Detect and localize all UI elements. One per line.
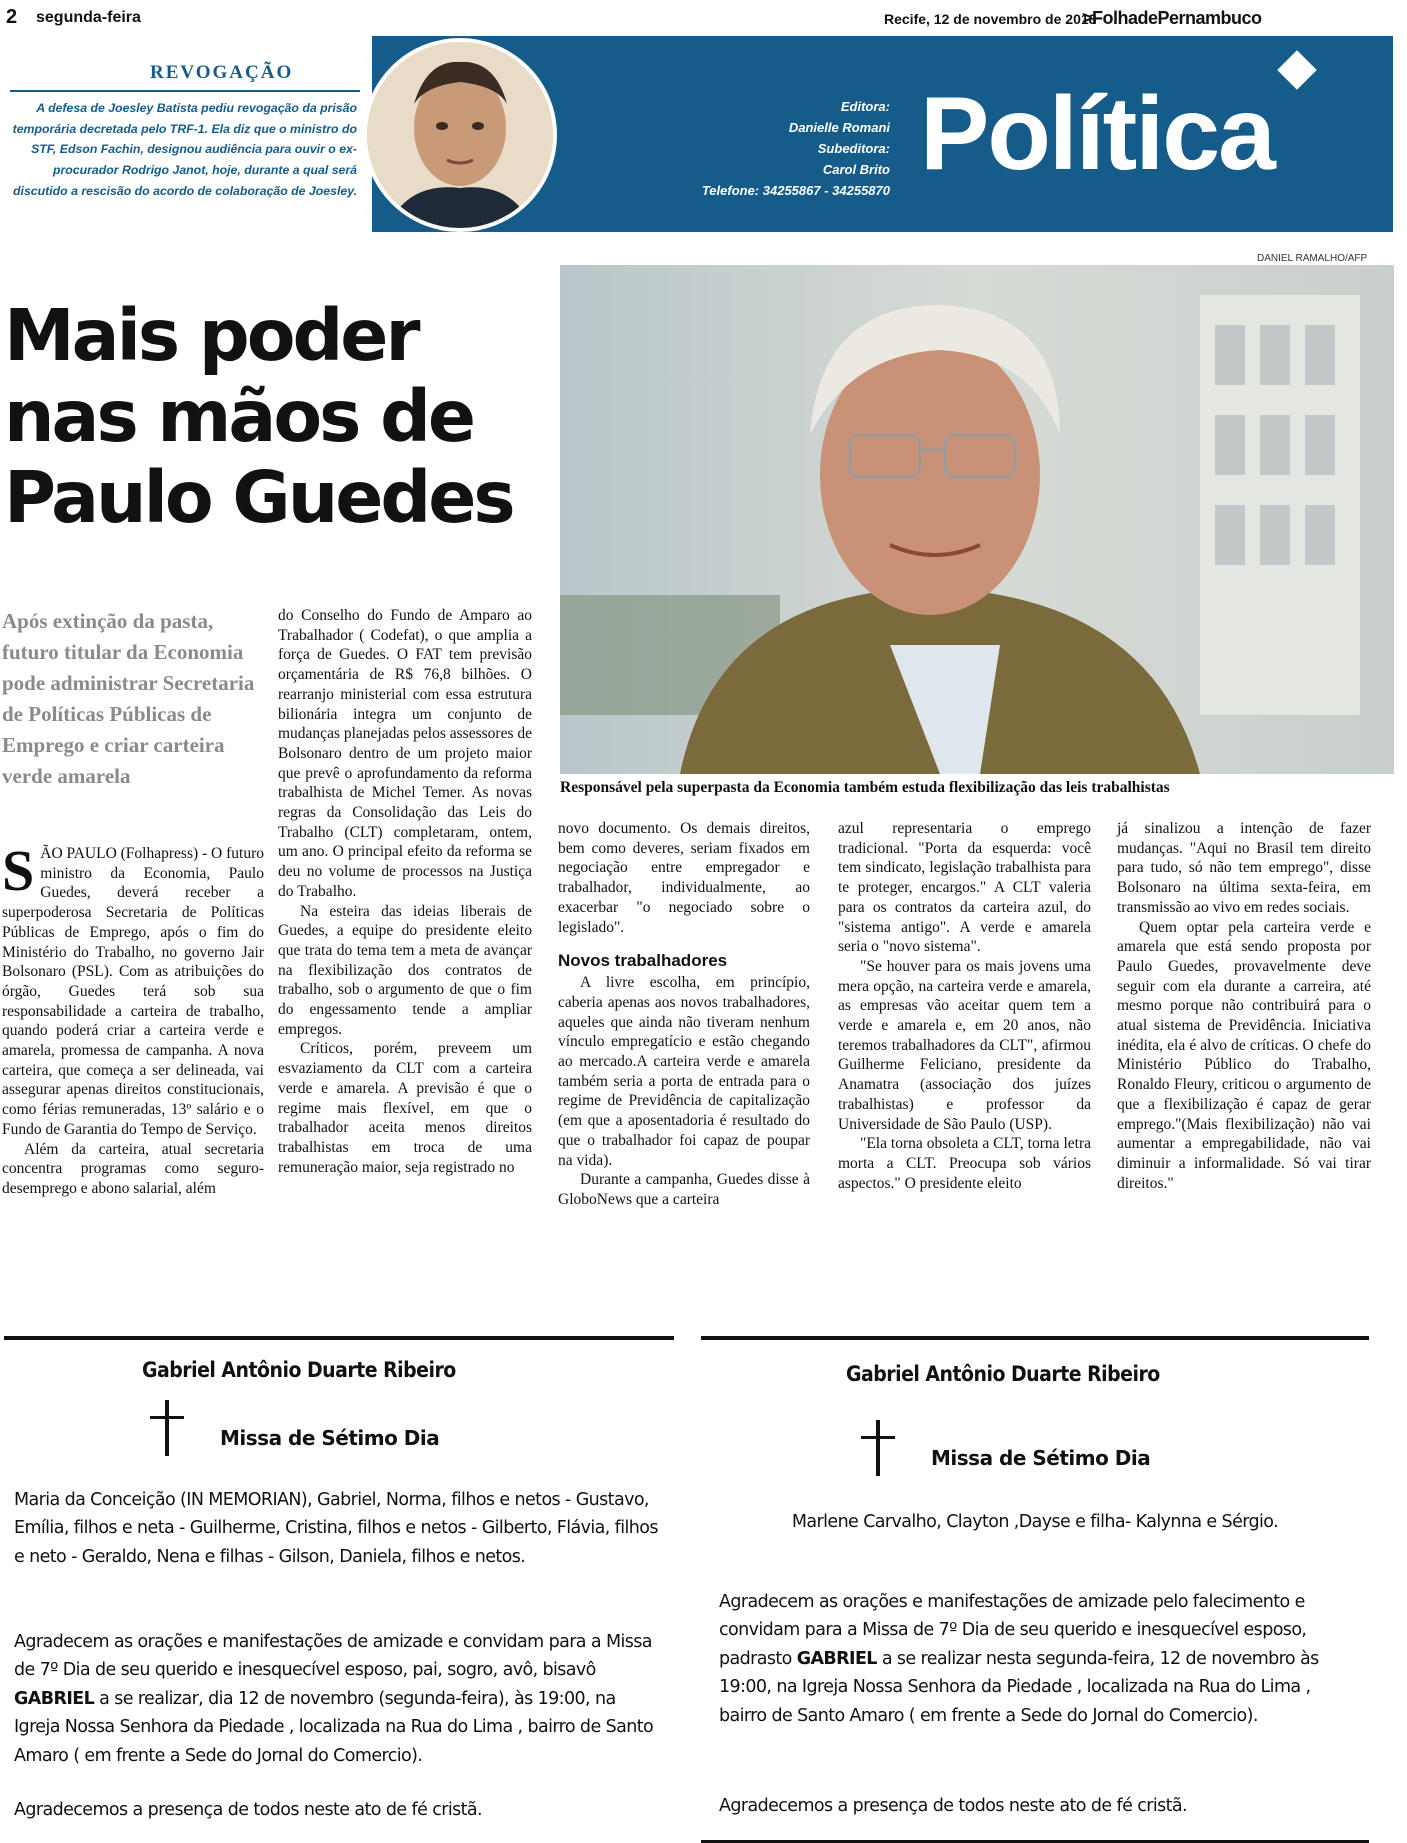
paragraph: novo documento. Os demais direitos, bem como deveres, seriam fixados em negociação entre empregador e trabalhador, individualmente, ao exacerbar "o negociado sobre o legislado".	[558, 820, 810, 936]
obituary-name: Gabriel Antônio Duarte Ribeiro	[142, 1358, 456, 1382]
paragraph	[2, 838, 264, 1140]
obituary-invitation	[719, 1588, 1359, 1730]
paragraph-text: ÃO PAULO (Folhapress) - O futuro ministro da Economia, Paulo Guedes, deverá receber a superpoderosa Secretaria de Políticas Públicas de Emprego, após o fim do Ministério do Trabalho, no governo Jair Bolsonaro (PSL). Com as atribuições do órgão, Guedes terá sob sua responsabilidade a carteira de trabalho, quando poderá criar a carteira verde e amarela, promessa de campanha. A nova carteira, que começa a ser delineada, vai assegurar apenas direitos constitucionais, como férias remuneradas, 13º salário e o Fundo de Garantia do Tempo de Serviço.	[2, 845, 264, 1138]
revogacao-title: REVOGAÇÃO	[150, 62, 294, 83]
subhead: Novos trabalhadores	[558, 951, 728, 971]
phone-label: Telefone:	[701, 183, 760, 198]
paulo-guedes-photo	[560, 265, 1394, 774]
paragraph: do Conselho do Fundo de Amparo ao Trabalhador ( Codefat), o que amplia a força de Guedes. O FAT tem previsão orçamentária de R$ 76,8 bilhões. O rearranjo ministerial com essa estrutura bilionária integra um conjunto de mudanças planejadas pelos assessores de Bolsonaro dentro de um projeto maior que prevê o aprofundamento da reforma trabalhista de Michel Temer. As novas regras da Consolidação das Leis do Trabalho (CLT) completaram, ontem, um ano. O principal efeito da reforma se deu no volume de processos na Justiça do Trabalho.	[278, 607, 532, 900]
deceased-name: GABRIEL	[796, 1648, 877, 1669]
photo-credit: DANIEL RAMALHO/AFP	[1257, 253, 1368, 264]
invitation-text: Agradecem as orações e manifestações de amizade pelo falecimento e convidam para a Missa de 7º Dia de seu querido e inesquecível esposo, padrasto	[719, 1592, 1307, 1669]
drop-cap: S	[2, 838, 35, 903]
staff-box	[640, 96, 890, 201]
obituary-family: Marlene Carvalho, Clayton ,Dayse e filha- Kalynna e Sérgio.	[791, 1512, 1279, 1532]
paragraph: Durante a campanha, Guedes disse à GloboNews que a carteira	[558, 1171, 810, 1208]
paragraph: "Se houver para os mais jovens uma mera opção, na carteira verde e amarela, as empresas vão aceitar quem tem a verde e amarela e, em 20 anos, não teremos trabalhadores da CLT", afirmou Guilherme Feliciano, presidente da Anamatra (associação dos juízes trabalhistas) e professor da Universidade de São Paulo (USP).	[838, 957, 1091, 1133]
obituary-mass-title: Missa de Sétimo Dia	[931, 1446, 1151, 1470]
article-column-4	[838, 819, 1091, 1193]
paragraph: Críticos, porém, preveem um esvaziamento da CLT com a carteira verde e amarela. A previsão é que o regime mais flexível, em que o trabalhador aceita menos direitos trabalhistas em troca de uma remuneração maior, seja registrado no	[278, 1040, 532, 1176]
paragraph: Quem optar pela carteira verde e amarela que está sendo proposta por Paulo Guedes, provavelmente deve seguir com ela durante a carreira, até mesmo porque não contribuirá para o atual sistema de Previdência. Iniciativa inédita, ela é alvo de críticas. O chefe do Ministério Público do Trabalho, Ronaldo Fleury, criticou o argumento de que a flexibilização é capaz de gerar emprego."(Mais flexibilização) não vai aumentar a empregabilidade, não vai diminuir a informalidade. Só vai tirar direitos."	[1117, 918, 1371, 1192]
revogacao-rule	[10, 90, 360, 92]
subeditor-name: Carol Brito	[822, 162, 890, 177]
obituary-notice	[4, 1336, 674, 1840]
headline: Mais poder nas mãos de Paulo Guedes	[4, 294, 513, 539]
invitation-text: Agradecem as orações e manifestações de amizade e convidam para a Missa de 7º Dia de seu querido e inesquecível esposo, pai, sogro, avô, bisavô	[14, 1632, 652, 1681]
newspaper-brand: >FolhadePernambuco	[1082, 8, 1262, 28]
dek: Após extinção da pasta, futuro titular da Economia pode administrar Secretaria de Políticas Públicas de Emprego e criar carteira verde amarela	[2, 609, 255, 788]
editor-name: Danielle Romani	[788, 120, 890, 135]
editor-label: Editora:	[840, 99, 890, 114]
diamond-ornament	[1277, 50, 1317, 90]
section-title: Política	[920, 76, 1274, 192]
obituary-mass-title: Missa de Sétimo Dia	[220, 1426, 440, 1450]
article-column-2	[278, 606, 532, 1177]
paragraph: azul representaria o emprego tradicional. "Porta da esquerda: você tem sindicato, legislação trabalhista para te proteger, encargos." A CLT valeria para os contratos da carteira azul, do "sistema antigo". A verde e amarela seria o "novo sistema".	[838, 820, 1091, 956]
article-column-5	[1117, 819, 1371, 1193]
revogacao-text: A defesa de Joesley Batista pediu revogação da prisão temporária decretada pelo TRF-1. Ela diz que o ministro do STF, Edson Fachin, designou audiência para ouvir o ex-procurador Rodrigo Janot, hoje, durante a qual será discutido a rescisão do acordo de colaboração de Joesley.	[12, 101, 357, 198]
obituary-family: Maria da Conceição (IN MEMORIAN), Gabriel, Norma, filhos e netos - Gustavo, Emília, filhos e neta - Guilherme, Cristina, filhos e netos - Gilberto, Flávia, filhos e neto - Geraldo, Nena e filhas - Gilson, Daniela, filhos e netos.	[14, 1490, 658, 1567]
invitation-text: a se realizar nesta segunda-feira, 12 de novembro às 19:00, na Igreja Nossa Senhora da Piedade , localizada na Rua do Lima , bairro de Santo Amaro ( em frente a Sede do Jornal do Comercio).	[719, 1648, 1319, 1726]
paragraph: A livre escolha, em princípio, caberia apenas aos novos trabalhadores, aqueles que ainda não tiveram nenhum vínculo empregatício e estão chegando ao mercado.A carteira verde e amarela também seria a porta de entrada para o regime de Previdência de capitalização (em que a aposentadoria é resultado do que o trabalhador foi capaz de poupar na vida).	[558, 974, 810, 1169]
paragraph: Além da carteira, atual secretaria concentra programas como seguro-desemprego e abono salarial, além	[2, 1140, 264, 1197]
invitation-text: a se realizar, dia 12 de novembro (segunda-feira), às 19:00, na Igreja Nossa Senhora da Piedade , localizada na Rua do Lima , bairro de Santo Amaro ( em frente a Sede do Jornal do Comercio).	[14, 1688, 654, 1766]
photo-caption: Responsável pela superpasta da Economia também estuda flexibilização das leis trabalhistas	[560, 779, 1170, 796]
paragraph: Na esteira das ideias liberais de Guedes, a equipe do presidente eleito que trata do tema tem a meta de avançar na flexibilização dos contratos de trabalho, sob o argumento de que o fim do engessamento tende a ampliar empregos.	[278, 902, 532, 1038]
article-column-3	[558, 819, 810, 1210]
cross-icon	[150, 1400, 184, 1456]
obituary-name: Gabriel Antônio Duarte Ribeiro	[846, 1362, 1160, 1386]
paragraph: já sinalizou a intenção de fazer mudanças. "Aqui no Brasil tem direito para tudo, só não tem emprego", disse Bolsonaro na última sexta-feira, em transmissão ao vivo em redes sociais.	[1117, 820, 1371, 916]
weekday: segunda-feira	[36, 9, 141, 26]
section-email[interactable]: politica@folhape.com.br	[1119, 232, 1294, 249]
obituary-invitation	[14, 1628, 666, 1770]
article-column-1	[2, 838, 264, 1199]
deceased-name: GABRIEL	[14, 1688, 95, 1709]
joesley-portrait	[363, 38, 557, 232]
phone-value: 34255867 - 34255870	[762, 183, 890, 198]
dateline: Recife, 12 de novembro de 2018	[884, 11, 1097, 27]
obituary-thanks: Agradecemos a presença de todos neste ato de fé cristã.	[719, 1796, 1187, 1816]
subeditor-label: Subeditora:	[817, 141, 890, 156]
obituary-notice	[701, 1336, 1369, 1843]
cross-icon	[861, 1420, 895, 1476]
page-number: 2	[6, 6, 18, 28]
obituary-thanks: Agradecemos a presença de todos neste ato de fé cristã.	[14, 1800, 482, 1820]
paragraph: "Ela torna obsoleta a CLT, torna letra morta a CLT. Preocupa sob vários aspectos." O presidente eleito	[838, 1135, 1091, 1192]
